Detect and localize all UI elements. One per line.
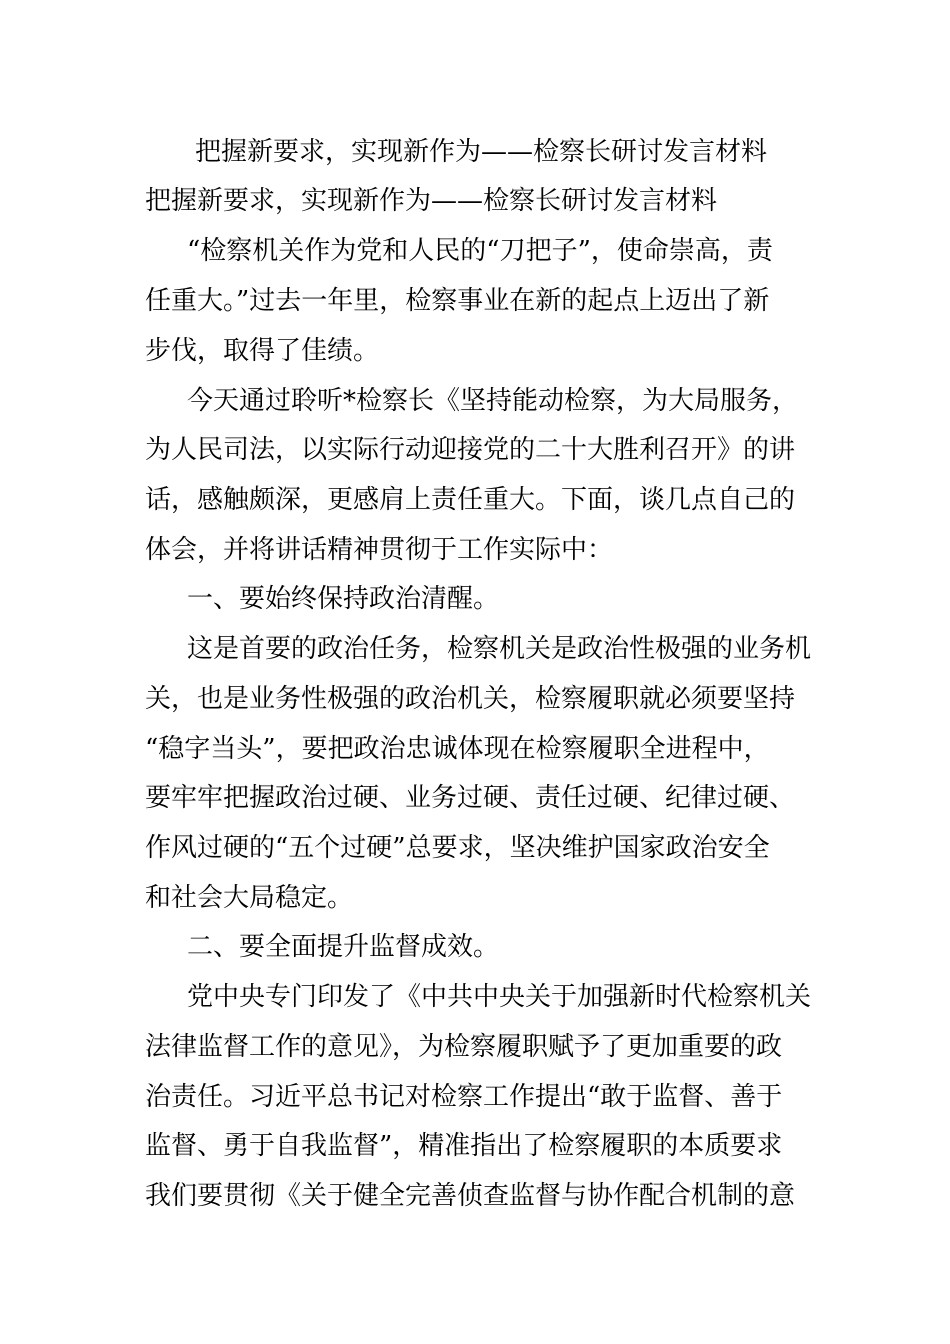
paragraph-line: 监督、勇于自我监督”，精准指出了检察履职的本质要求 (145, 1131, 783, 1161)
paragraph-line: 体会，并将讲话精神贯彻于工作实际中： (145, 535, 614, 565)
paragraph-line: 这是首要的政治任务，检察机关是政治性极强的业务机 (187, 634, 812, 664)
paragraph-line: 任重大。”过去一年里，检察事业在新的起点上迈出了新 (145, 286, 770, 316)
paragraph-line: “检察机关作为党和人民的“刀把子”，使命崇高，责 (187, 236, 773, 266)
paragraph-line: 党中央专门印发了《中共中央关于加强新时代检察机关 (187, 982, 812, 1012)
section-heading: 一、要始终保持政治清醒。 (187, 584, 500, 614)
section-heading: 二、要全面提升监督成效。 (187, 932, 500, 962)
paragraph-line: 法律监督工作的意见》，为检察履职赋予了更加重要的政 (145, 1032, 783, 1062)
paragraph-line: 为人民司法，以实际行动迎接党的二十大胜利召开》的讲 (145, 435, 796, 465)
paragraph-line: 治责任。习近平总书记对检察工作提出“敢于监督、善于 (145, 1082, 783, 1112)
paragraph-line: 要牢牢把握政治过硬、业务过硬、责任过硬、纪律过硬、 (145, 783, 796, 813)
paragraph-line: “稳字当头”，要把政治忠诚体现在检察履职全进程中， (145, 734, 770, 764)
paragraph-line: 今天通过聆听*检察长《坚持能动检察，为大局服务， (187, 386, 799, 416)
document-title-repeat: 把握新要求，实现新作为——检察长研讨发言材料 (145, 186, 718, 216)
paragraph-line: 关，也是业务性极强的政治机关，检察履职就必须要坚持 (145, 684, 796, 714)
paragraph-line: 话，感触颇深，更感肩上责任重大。下面，谈几点自己的 (145, 485, 796, 515)
paragraph-line: 我们要贯彻《关于健全完善侦查监督与协作配合机制的意 (145, 1181, 796, 1211)
paragraph-line: 步伐，取得了佳绩。 (145, 336, 380, 366)
paragraph-line: 作风过硬的“五个过硬”总要求，坚决维护国家政治安全 (145, 833, 770, 863)
document-title: 把握新要求，实现新作为——检察长研讨发言材料 (195, 137, 768, 167)
paragraph-line: 和社会大局稳定。 (145, 883, 354, 913)
